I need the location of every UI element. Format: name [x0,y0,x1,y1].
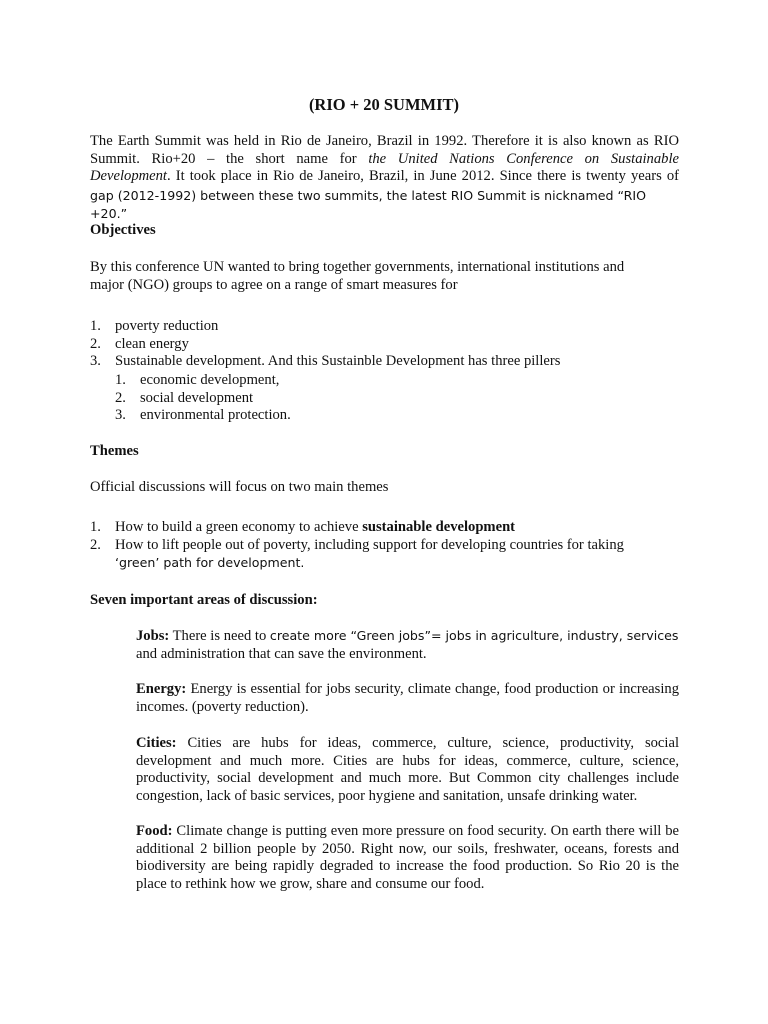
list-item: 1. How to build a green economy to achieve sustainable development [90,519,516,535]
intro-line-1: The Earth Summit was held in Rio de Janeiro, Brazil in 1992. Therefore it is also known as RIO [90,133,679,149]
areas-heading: Seven important areas of discussion: [90,592,318,608]
intro-line-4: gap (2012-1992) between these two summits, the latest RIO Summit is nicknamed “RIO +20.” [90,188,647,221]
food-label: Food: [136,823,173,839]
list-item: 1. poverty reduction [90,318,219,334]
jobs-paragraph: Jobs: There is need to create more “Green jobs”= jobs in agriculture, industry, services and administration that can save the environment. [136,628,679,662]
themes-heading: Themes [90,443,139,459]
list-item: 3. Sustainable development. And this Sustainble Development has three pillers [90,353,561,370]
intro-conference-name: the United Nations Conference on Sustainable [368,151,679,167]
cities-label: Cities: [136,735,177,751]
intro-development-word: Development [90,168,167,184]
intro-line-2 [90,151,679,169]
list-item: 2. social development [115,389,254,406]
themes-paragraph: Official discussions will focus on two main themes [90,479,389,495]
objectives-paragraph: By this conference UN wanted to bring together governments, international institutions and major (NGO) groups to agree on a range of smart measures for [90,259,625,293]
intro-line-2a: Summit. Rio+20 – the short name for [90,151,369,167]
list-item: 2. clean energy [90,335,189,352]
food-paragraph: Food: Climate change is putting even more pressure on food security. On earth there will be additional 2 billion people by 2050. Right now, our soils, freshwater, oceans, forests and biodiversity are being rapidly degraded to increase the food production. So Rio 20 is the place to rethink how we grow, share and consume our food. [136,823,679,892]
list-item: 3. environmental protection. [115,407,291,424]
intro-line-3 [90,168,679,186]
pillars-sublist [115,372,515,425]
cities-paragraph: Cities: Cities are hubs for ideas, commerce, culture, science, productivity, social development and much more. Cities are hubs for ideas, commerce, culture, science, productivity, social development and much more. But Common city challenges include congestion, lack of basic services, poor hygiene and sanitation, unsafe drinking water. [136,735,679,804]
list-item: 1. economic development, [115,372,280,388]
objectives-heading: Objectives [90,222,156,238]
energy-label: Energy: [136,681,187,697]
document-title: (RIO + 20 SUMMIT) [308,95,460,114]
themes-list [90,519,679,573]
energy-paragraph: Energy: Energy is essential for jobs security, climate change, food production or increasing incomes. (poverty reduction). [136,681,679,715]
sustainable-development-bold: sustainable development [362,519,516,535]
list-item: 2. How to lift people out of poverty, including support for developing countries for taking ‘green’ path for development. [90,536,624,571]
intro-line-3b: . It took place in Rio de Janeiro, Brazil, in June 2012. Since there is twenty years of [167,168,679,184]
jobs-label: Jobs: [136,628,170,644]
objectives-list [90,318,679,371]
